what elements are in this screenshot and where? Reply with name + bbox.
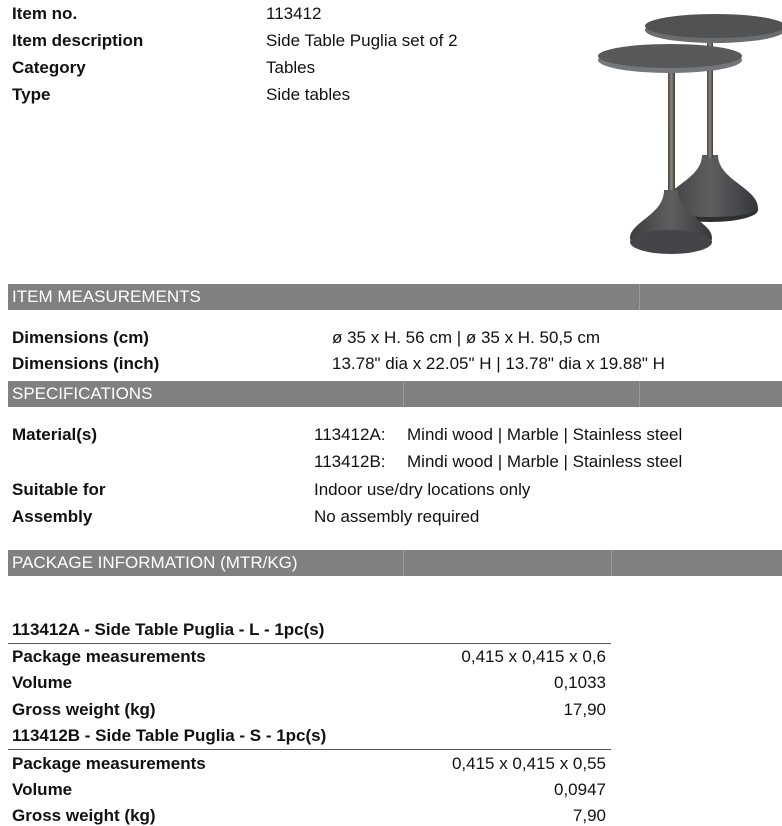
- dimensions-cm-value: ø 35 x H. 56 cm | ø 35 x H. 50,5 cm: [332, 328, 600, 347]
- item-no-value: 113412: [266, 4, 322, 23]
- dimensions-cm-label: Dimensions (cm): [12, 328, 149, 347]
- package-a-title: 113412A - Side Table Puglia - L - 1pc(s): [12, 620, 325, 639]
- assembly-label: Assembly: [12, 507, 93, 526]
- material-a-value: Mindi wood | Marble | Stainless steel: [407, 425, 683, 444]
- package-a-measurements-label: Package measurements: [12, 647, 206, 666]
- assembly-value: No assembly required: [314, 507, 480, 526]
- package-a-weight-label: Gross weight (kg): [12, 700, 156, 719]
- dimensions-inch-value: 13.78" dia x 22.05" H | 13.78" dia x 19.88" H: [332, 354, 665, 373]
- material-b-code: 113412B:: [314, 452, 386, 471]
- package-b-volume-label: Volume: [12, 780, 73, 799]
- package-a-weight-value: 17,90: [563, 700, 606, 719]
- package-b-volume-value: 0,0947: [554, 780, 606, 799]
- category-value: Tables: [266, 58, 316, 77]
- type-value: Side tables: [266, 85, 351, 104]
- package-a-measurements-value: 0,415 x 0,415 x 0,6: [461, 647, 606, 666]
- package-a-divider: [8, 643, 611, 644]
- package-a-volume-label: Volume: [12, 673, 73, 692]
- product-image: [590, 10, 782, 260]
- item-description-label: Item description: [12, 31, 144, 50]
- specifications-title: SPECIFICATIONS: [12, 384, 153, 403]
- package-b-measurements-value: 0,415 x 0,415 x 0,55: [451, 754, 606, 773]
- specifications-header: [8, 381, 782, 407]
- material-b-value: Mindi wood | Marble | Stainless steel: [407, 452, 683, 471]
- package-b-measurements-label: Package measurements: [12, 754, 206, 773]
- package-b-weight-value: 7,90: [572, 806, 606, 825]
- material-a-code: 113412A:: [314, 425, 386, 444]
- item-measurements-header: [8, 284, 782, 310]
- package-information-title: PACKAGE INFORMATION (MTR/KG): [12, 553, 298, 572]
- dimensions-inch-label: Dimensions (inch): [12, 354, 160, 373]
- category-label: Category: [12, 58, 86, 77]
- type-label: Type: [12, 85, 51, 104]
- item-description-value: Side Table Puglia set of 2: [266, 31, 458, 50]
- suitable-for-label: Suitable for: [12, 480, 106, 499]
- package-information-header: [8, 550, 782, 576]
- materials-label: Material(s): [12, 425, 98, 444]
- package-b-title: 113412B - Side Table Puglia - S - 1pc(s): [12, 726, 327, 745]
- package-b-weight-label: Gross weight (kg): [12, 806, 156, 825]
- package-a-volume-value: 0,1033: [554, 673, 606, 692]
- package-b-divider: [8, 749, 611, 750]
- suitable-for-value: Indoor use/dry locations only: [314, 480, 531, 499]
- item-measurements-title: ITEM MEASUREMENTS: [12, 287, 201, 306]
- item-no-label: Item no.: [12, 4, 78, 23]
